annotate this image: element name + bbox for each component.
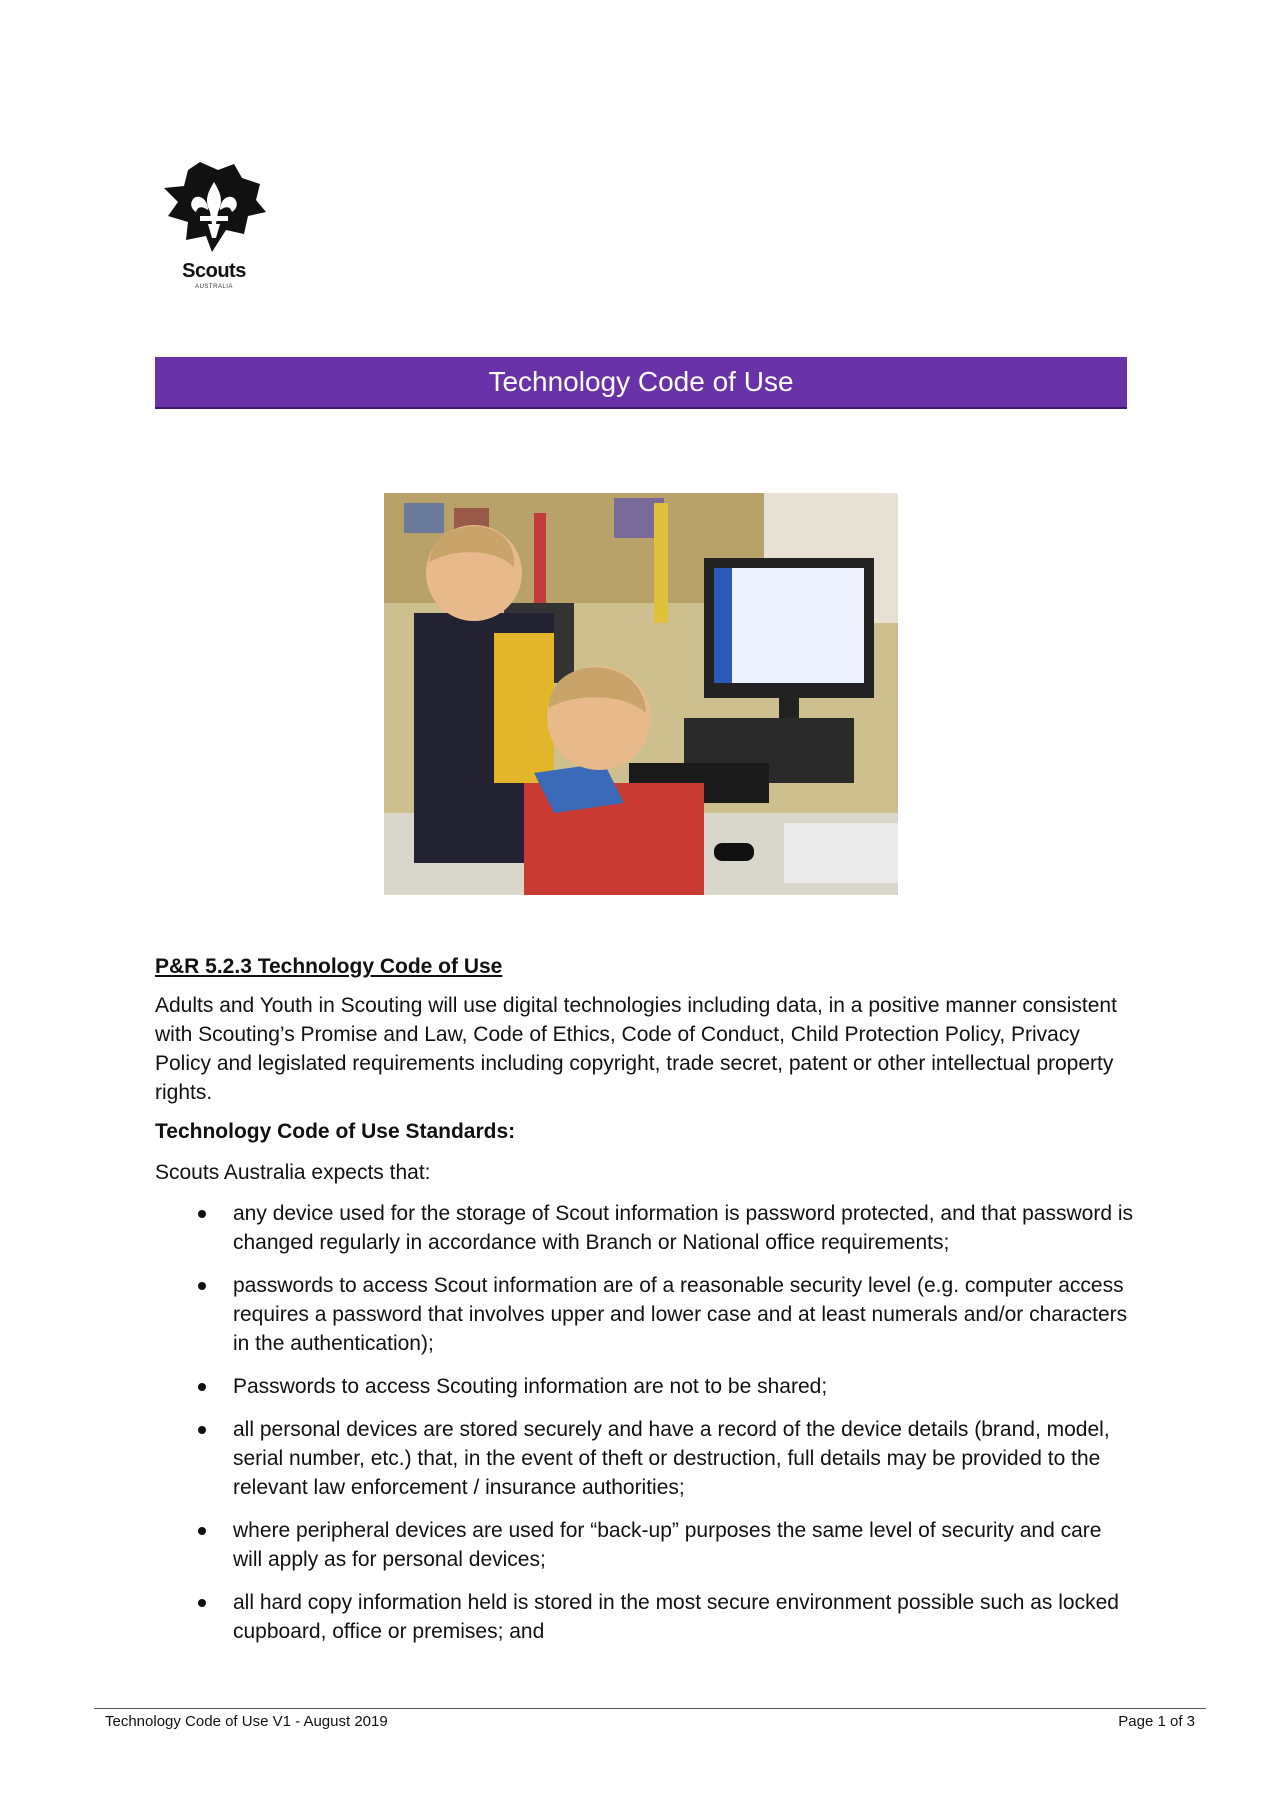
list-item-text: any device used for the storage of Scout information is password protected, and that password is changed regularly in accordance with Branch or National office requirements; <box>233 1202 1133 1254</box>
list-item <box>155 1516 1135 1574</box>
bullet-icon <box>198 1599 206 1607</box>
logo-sub-text: AUSTRALIA <box>195 284 233 290</box>
list-item <box>155 1588 1135 1646</box>
bullet-icon <box>198 1426 206 1434</box>
standards-heading: Technology Code of Use Standards: <box>155 1120 516 1143</box>
photo-scouts-at-computer <box>384 493 898 895</box>
list-item-text: passwords to access Scout information are of a reasonable security level (e.g. computer access requires a password that involves upper and lower case and at least numerals and/or characters in the authentication); <box>233 1274 1128 1355</box>
title-banner <box>155 357 1127 409</box>
standards-list <box>155 1199 1135 1646</box>
standards-intro: Scouts Australia expects that: <box>155 1161 431 1184</box>
footer-divider <box>94 1708 1206 1709</box>
list-item <box>155 1372 1135 1401</box>
document-content <box>155 952 1135 1660</box>
list-item-text: where peripheral devices are used for “back-up” purposes the same level of security and care will apply as for personal devices; <box>233 1519 1102 1571</box>
list-item <box>155 1271 1135 1358</box>
scouts-fleur-de-lis-icon <box>160 160 268 258</box>
list-item <box>155 1199 1135 1257</box>
footer-document-version: Technology Code of Use V1 - August 2019 <box>105 1713 388 1730</box>
bullet-icon <box>198 1282 206 1290</box>
footer-page-number: Page 1 of 3 <box>1118 1713 1195 1730</box>
list-item-text: all hard copy information held is stored in the most secure environment possible such as locked cupboard, office or premises; and <box>233 1591 1119 1643</box>
page-title: Technology Code of Use <box>488 366 794 397</box>
policy-paragraph: Adults and Youth in Scouting will use digital technologies including data, in a positive manner consistent with Scouting’s Promise and Law, Code of Ethics, Code of Conduct, Child Protection Policy, Privacy Policy and legislated requirements including copyright, trade secret, patent or other intellectual property rights. <box>155 994 1117 1104</box>
section-heading: P&R 5.2.3 Technology Code of Use <box>155 955 503 978</box>
list-item-text: all personal devices are stored securely and have a record of the device details (brand, model, serial number, etc.) that, in the event of theft or destruction, full details may be provided to the relevant law enforcement / insurance authorities; <box>233 1418 1110 1499</box>
bullet-icon <box>198 1383 206 1391</box>
logo-brand-text: Scouts <box>182 260 246 282</box>
scouts-logo <box>160 160 280 295</box>
bullet-icon <box>198 1527 206 1535</box>
list-item-text: Passwords to access Scouting information are not to be shared; <box>233 1375 828 1398</box>
list-item <box>155 1415 1135 1502</box>
bullet-icon <box>198 1210 206 1218</box>
